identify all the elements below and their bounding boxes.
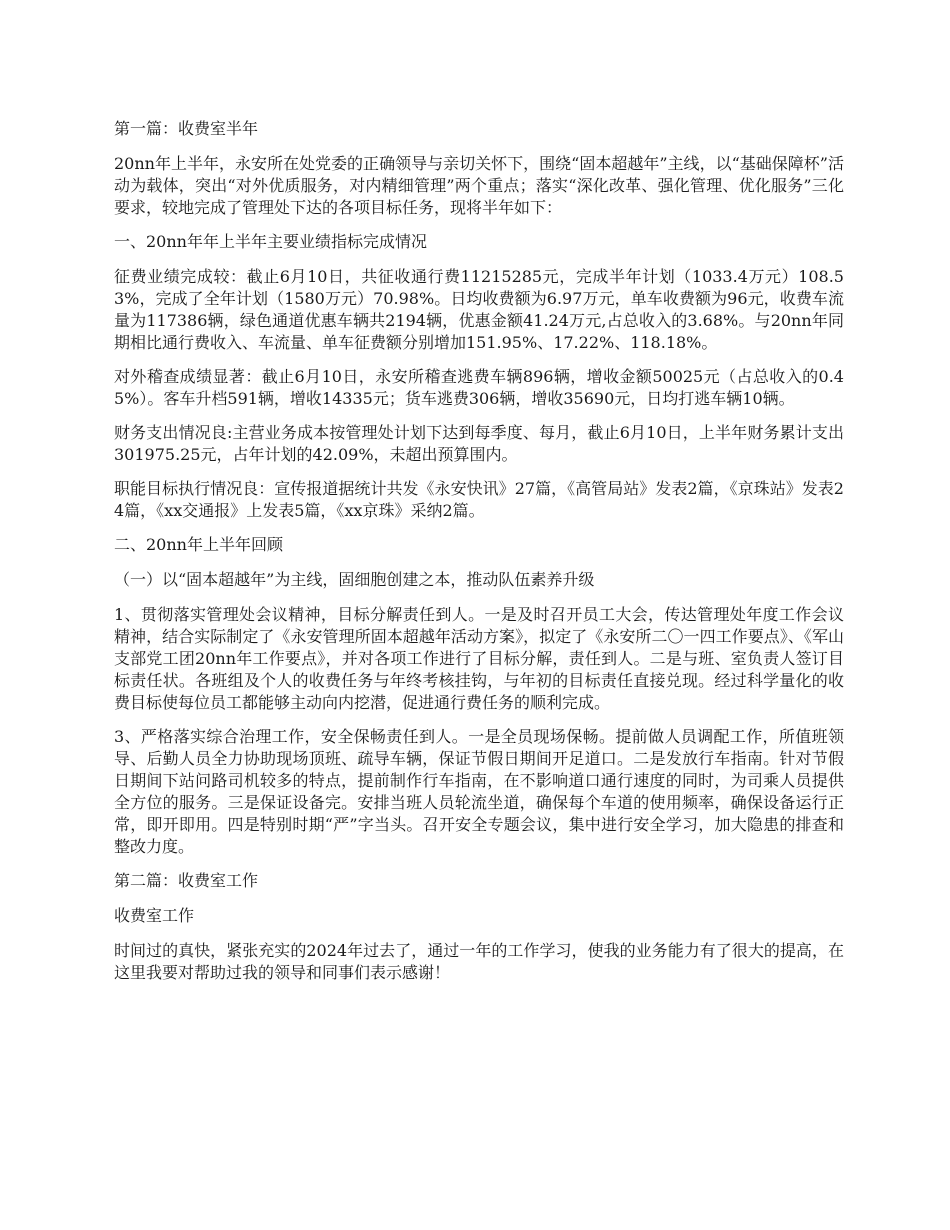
section-title-part-two: 第二篇：收费室工作 (114, 871, 259, 890)
intro-paragraph: 20nn年上半年，永安所在处党委的正确领导与亲切关怀下，围绕“固本超越年”主线，以“基础保障杯”活动为载体，突出“对外优质服务，对内精细管理”两个重点；落实“深化改革、强化管理、优化服务”三化要求，较地完成了管理处下达的各项目标任务，现将半年如下： (114, 154, 844, 217)
section-subtitle-toll-office: 收费室工作 (114, 906, 195, 925)
closing-paragraph: 时间过的真快，紧张充实的2024年过去了，通过一年的工作学习，使我的业务能力有了很大的提高，在这里我要对帮助过我的领导和同事们表示感谢！ (114, 941, 844, 982)
audit-results-paragraph: 对外稽查成绩显著：截止6月10日，永安所稽查逃费车辆896辆，增收金额50025元（占总收入的0.45%）。客车升档591辆，增收14335元；货车逃费306辆，增收35690元，日均打逃车辆10辆。 (114, 367, 844, 408)
financial-expense-paragraph: 财务支出情况良:主营业务成本按管理处计划下达到每季度、每月，截止6月10日，上半年财务累计支出301975.25元，占年计划的42.09%，未超出预算围内。 (114, 423, 844, 464)
subheading-main-line: （一）以“固本超越年”为主线，固细胞创建之本，推动队伍素养升级 (114, 570, 595, 589)
toll-performance-paragraph: 征费业绩完成较：截止6月10日，共征收通行费11215285元，完成半年计划（1033.4万元）108.53%，完成了全年计划（1580万元）70.98%。日均收费额为6.97万元，单车收费额为96元，收费车流量为117386辆，绿色通道优惠车辆共2194辆，优惠金额41.24万元,占总收入的3.68%。与20nn年同期相比通行费收入、车流量、单车征费额分别增加151.95%、17.22%、118.18%。 (114, 267, 844, 352)
heading-performance-indicators: 一、20nn年年上半年主要业绩指标完成情况 (114, 232, 427, 251)
heading-half-year-review: 二、20nn年上半年回顾 (114, 535, 283, 554)
function-goals-paragraph: 职能目标执行情况良：宣传报道据统计共发《永安快讯》27篇，《高管局站》发表2篇，《京珠站》发表24篇，《xx交通报》上发表5篇，《xx京珠》采纳2篇。 (114, 479, 844, 520)
document-page (114, 118, 844, 996)
section-title-part-one: 第一篇：收费室半年 (114, 119, 259, 138)
item-1-paragraph: 1、贯彻落实管理处会议精神，目标分解责任到人。一是及时召开员工大会，传达管理处年度工作会议精神，结合实际制定了《永安管理所固本超越年活动方案》，拟定了《永安所二〇一四工作要点》、《军山支部党工团20nn年工作要点》，并对各项工作进行了目标分解，责任到人。二是与班、室负责人签订目标责任状。各班组及个人的收费任务与年终考核挂钩，与年初的目标责任直接兑现。经过科学量化的收费目标使每位员工都能够主动向内挖潜，促进通行费任务的顺利完成。 (114, 605, 844, 712)
item-3-paragraph: 3、严格落实综合治理工作，安全保畅责任到人。一是全员现场保畅。提前做人员调配工作，所值班领导、后勤人员全力协助现场顶班、疏导车辆，保证节假日期间开足道口。二是发放行车指南。针对节假日期间下站问路司机较多的特点，提前制作行车指南，在不影响道口通行速度的同时，为司乘人员提供全方位的服务。三是保证设备完。安排当班人员轮流坐道，确保每个车道的使用频率，确保设备运行正常，即开即用。四是特别时期“严”字当头。召开安全专题会议，集中进行安全学习，加大隐患的排查和整改力度。 (114, 727, 844, 856)
